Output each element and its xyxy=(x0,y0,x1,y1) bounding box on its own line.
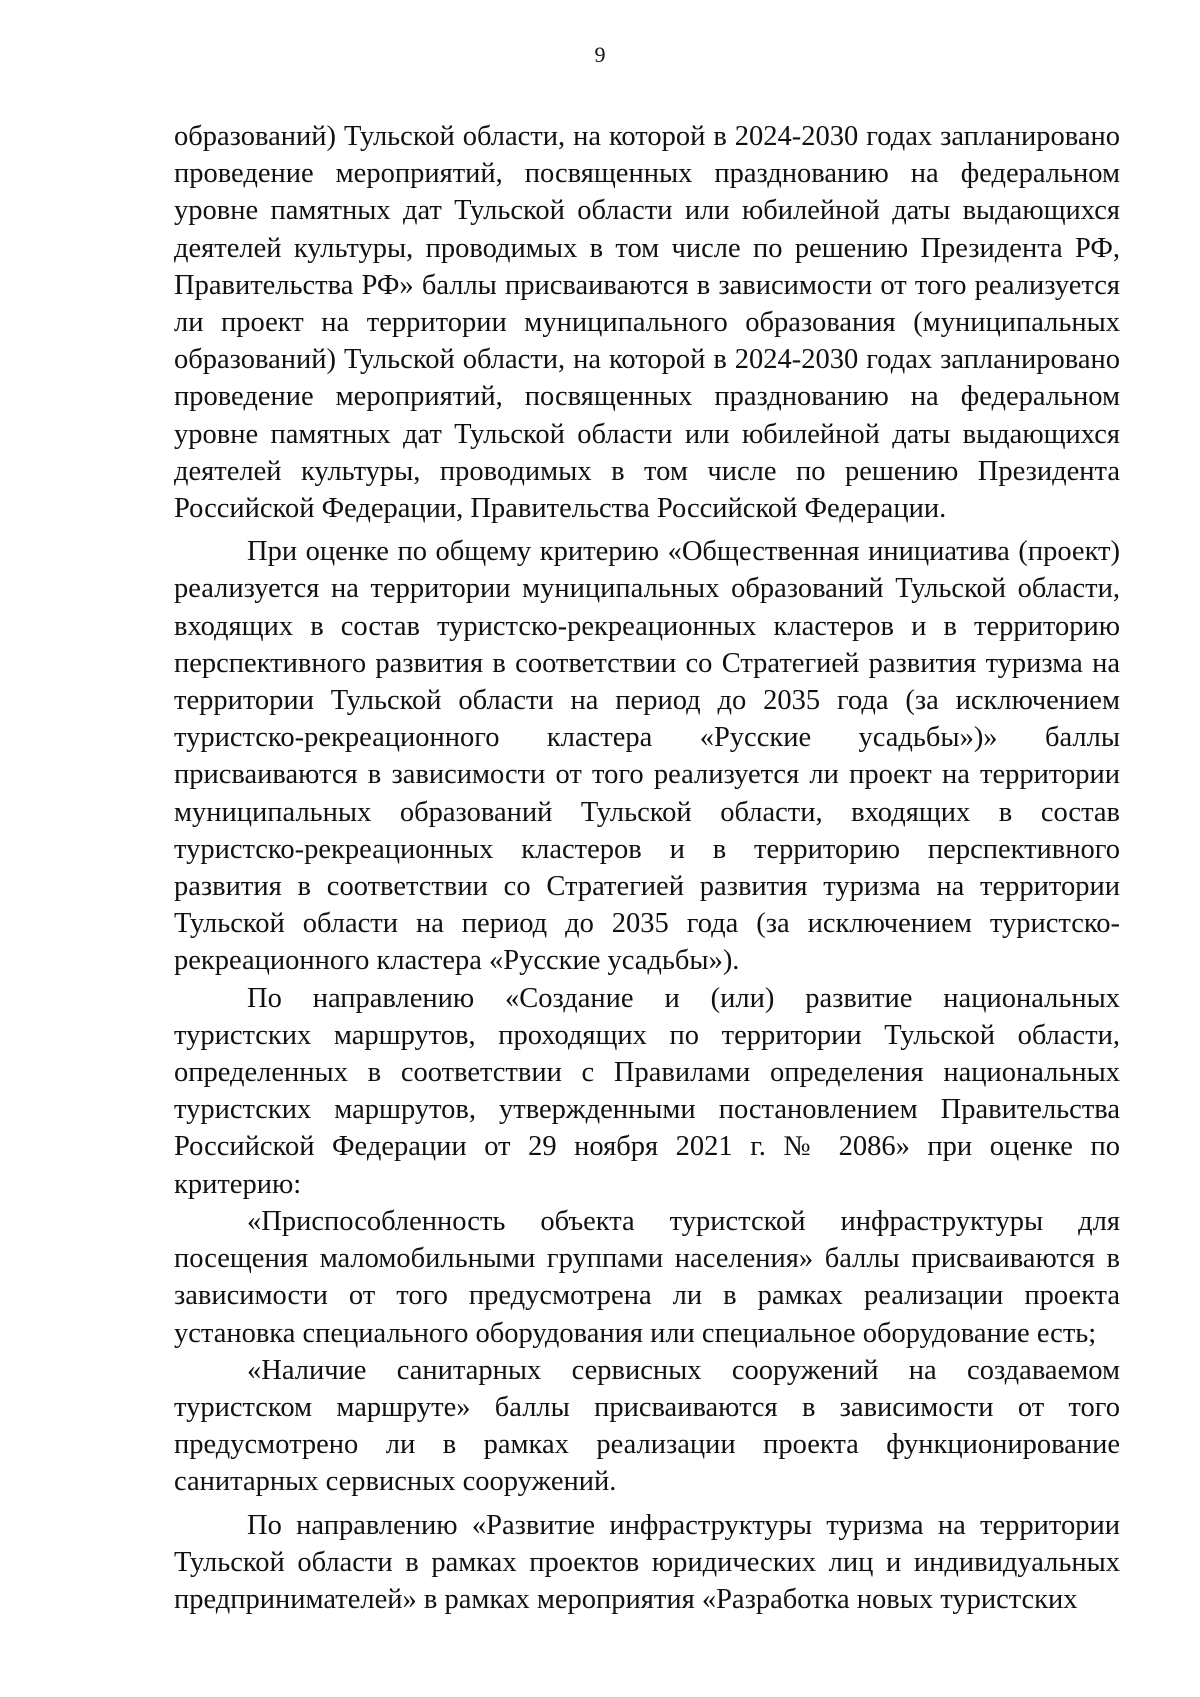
paragraph-sanitary-facilities-criterion: «Наличие санитарных сервисных сооружений на создаваемом туристском маршруте» баллы присваиваются в зависимости от того предусмотрено ли в рамках реализации проекта функционирование санитарных сервисных сооружений. xyxy=(174,1354,1120,1498)
paragraph-infrastructure-direction: По направлению «Развитие инфраструктуры туризма на территории Тульской области в рамках проектов юридических лиц и индивидуальных предпринимателей» в рамках мероприятия «Разработка новых туристских xyxy=(174,1509,1120,1615)
paragraph-continuation: образований) Тульской области, на которой в 2024-2030 годах запланировано проведение мероприятий, посвященных празднованию на федеральном уровне памятных дат Тульской области или юбилейной даты выдающихся деятелей культуры, проводимых в том числе по решению Президента РФ, Правительства РФ» баллы присваиваются в зависимости от того реализуется ли проект на территории муниципального образования (муниципальных образований) Тульской области, на которой в 2024-2030 годах запланировано проведение мероприятий, посвященных празднованию на федеральном уровне памятных дат Тульской области или юбилейной даты выдающихся деятелей культуры, проводимых в том числе по решению Президента Российской Федерации, Правительства Российской Федерации. xyxy=(174,121,1120,525)
paragraph-national-routes-direction: По направлению «Создание и (или) развитие национальных туристских маршрутов, проходящих по территории Тульской области, определенных в соответствии с Правилами определения национальных туристских маршрутов, утвержденными постановлением Правительства Российской Федерации от 29 ноября 2021 г. № 2086» при оценке по критерию: xyxy=(174,982,1120,1200)
document-body xyxy=(174,118,1120,1618)
paragraph-accessibility-criterion: «Приспособленность объекта туристской инфраструктуры для посещения маломобильными группами населения» баллы присваиваются в зависимости от того предусмотрена ли в рамках реализации проекта установка специального оборудования или специальное оборудование есть; xyxy=(174,1205,1120,1349)
paragraph-public-initiative-criterion: При оценке по общему критерию «Общественная инициатива (проект) реализуется на территории муниципальных образований Тульской области, входящих в состав туристско-рекреационных кластеров и в территорию перспективного развития в соответствии со Стратегией развития туризма на территории Тульской области на период до 2035 года (за исключением туристско-рекреационного кластера «Русские усадьбы»)» баллы присваиваются в зависимости от того реализуется ли проект на территории муниципальных образований Тульской области, входящих в состав туристско-рекреационных кластеров и в территорию перспективного развития в соответствии со Стратегией развития туризма на территории Тульской области на период до 2035 года (за исключением туристско-рекреационного кластера «Русские усадьбы»). xyxy=(174,536,1120,977)
page-number: 9 xyxy=(594,42,606,67)
